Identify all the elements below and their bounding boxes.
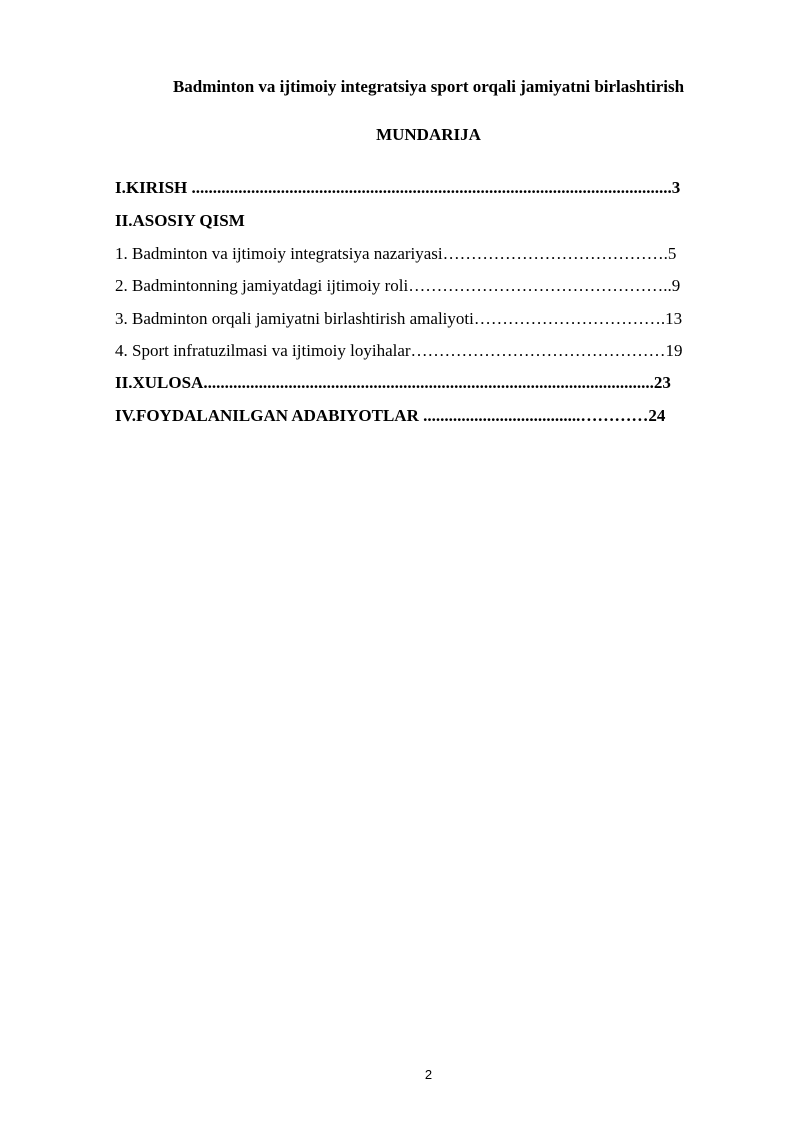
toc-entry-asosiy-qism: II.ASOSIY QISM [115,211,245,230]
toc-entry-section-3: 3. Badminton orqali jamiyatni birlashtirish amaliyoti…………………………….13 [115,309,683,328]
toc-entry-section-2: 2. Badmintonning jamiyatdagi ijtimoiy roli………………………………………..9 [115,276,681,295]
toc-entry-kirish: I.KIRISH .................................................................................................................3 [115,178,681,197]
toc-entry-section-1: 1. Badminton va ijtimoiy integratsiya nazariyasi………………………………….5 [115,244,677,263]
page-number: 2 [424,1067,433,1082]
toc-heading: MUNDARIJA [376,125,481,144]
toc-entry-adabiyotlar: IV.FOYDALANILGAN ADABIYOTLAR .....................................…………24 [115,406,666,425]
toc-entry-section-4: 4. Sport infratuzilmasi va ijtimoiy loyihalar………………………………………19 [115,341,683,360]
toc-entry-xulosa: II.XULOSA..........................................................................................................23 [115,373,671,392]
page-title: Badminton va ijtimoiy integratsiya sport orqali jamiyatni birlashtirish [172,77,685,96]
